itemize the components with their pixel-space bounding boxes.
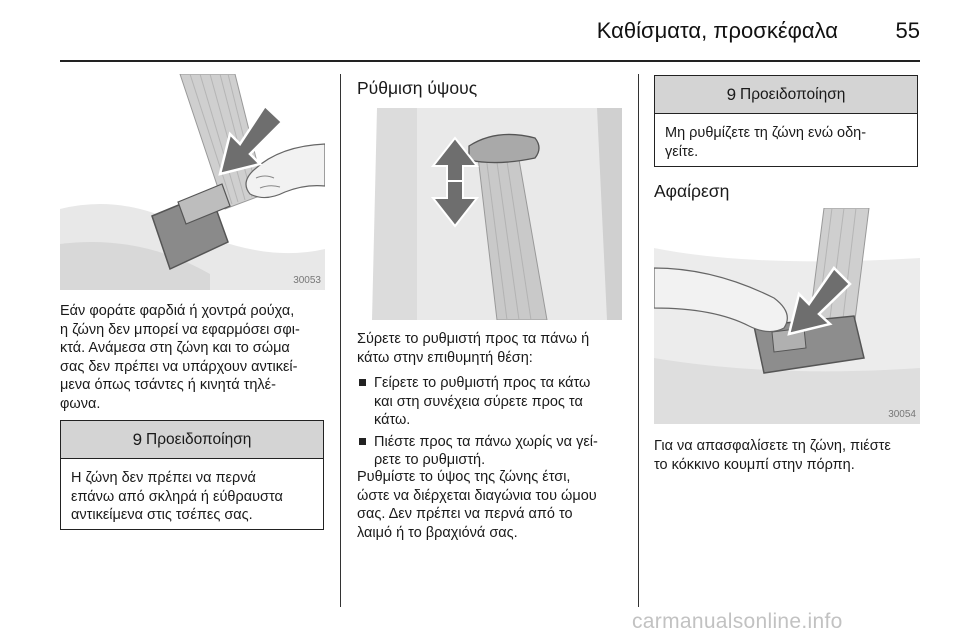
figure-id-30054: 30054 — [888, 409, 916, 420]
warning-icon: 9 — [726, 85, 737, 104]
figure-belt-buckle — [60, 74, 325, 290]
list-item: Γείρετε το ρυθμιστή προς τα κάτω και στη συνέχεια σύρετε προς τα κάτω. — [357, 374, 632, 430]
watermark: carmanualsonline.info — [632, 610, 843, 633]
figure-belt-height-adjuster — [357, 108, 622, 320]
middle-outro: Ρυθμίστε το ύψος της ζώνης έτσι, ώστε να διέρχεται διαγώνια του ώμου σας. Δεν πρέπει να περνά από το λαιμό ή το βραχιόνά σας. — [357, 469, 597, 541]
warning-box-right — [654, 75, 918, 167]
warning-text: Η ζώνη δεν πρέπει να περνά επάνω από σκληρά ή εύθραυστα αντικείμενα στις τσέπες σας. — [71, 470, 283, 524]
warning-title: Προειδοποίηση — [740, 85, 846, 103]
header-rule — [60, 60, 920, 62]
figure-belt-release — [654, 208, 920, 424]
warning-title: Προειδοποίηση — [146, 430, 252, 448]
section-heading-removal: Αφαίρεση — [654, 181, 730, 201]
section-heading-height-adjustment: Ρύθμιση ύψους — [357, 78, 478, 98]
page-number: 55 — [895, 18, 920, 43]
list-item: Πιέστε προς τα πάνω χωρίς να γεί- ρετε το ρυθμιστή. — [357, 433, 632, 470]
warning-header — [61, 421, 323, 459]
warning-text: Μη ρυθμίζετε τη ζώνη ενώ οδη- γείτε. — [665, 125, 867, 160]
column-divider-right — [638, 74, 639, 607]
warning-box-left — [60, 420, 324, 530]
bullet-square-icon — [359, 379, 366, 386]
adjustment-steps — [357, 374, 632, 473]
page-header-title: Καθίσματα, προσκέφαλα — [596, 18, 838, 43]
warning-header — [655, 76, 917, 114]
warning-icon: 9 — [132, 430, 143, 449]
left-paragraph: Εάν φοράτε φαρδιά ή χοντρά ρούχα, η ζώνη δεν μπορεί να εφαρμόσει σφι- κτά. Ανάμεσα στη ζώνη και το σώμα σας δεν πρέπει να υπάρχουν αντικεί- μενα όπως τσάντες ή κινητά τηλέ- φωνα. — [60, 303, 300, 412]
column-divider-left — [340, 74, 341, 607]
right-paragraph: Για να απασφαλίσετε τη ζώνη, πιέστε το κόκκινο κουμπί στην πόρπη. — [654, 438, 891, 473]
bullet-square-icon — [359, 438, 366, 445]
figure-id-30053: 30053 — [293, 275, 321, 286]
middle-intro: Σύρετε το ρυθμιστή προς τα πάνω ή κάτω στην επιθυμητή θέση: — [357, 331, 590, 366]
